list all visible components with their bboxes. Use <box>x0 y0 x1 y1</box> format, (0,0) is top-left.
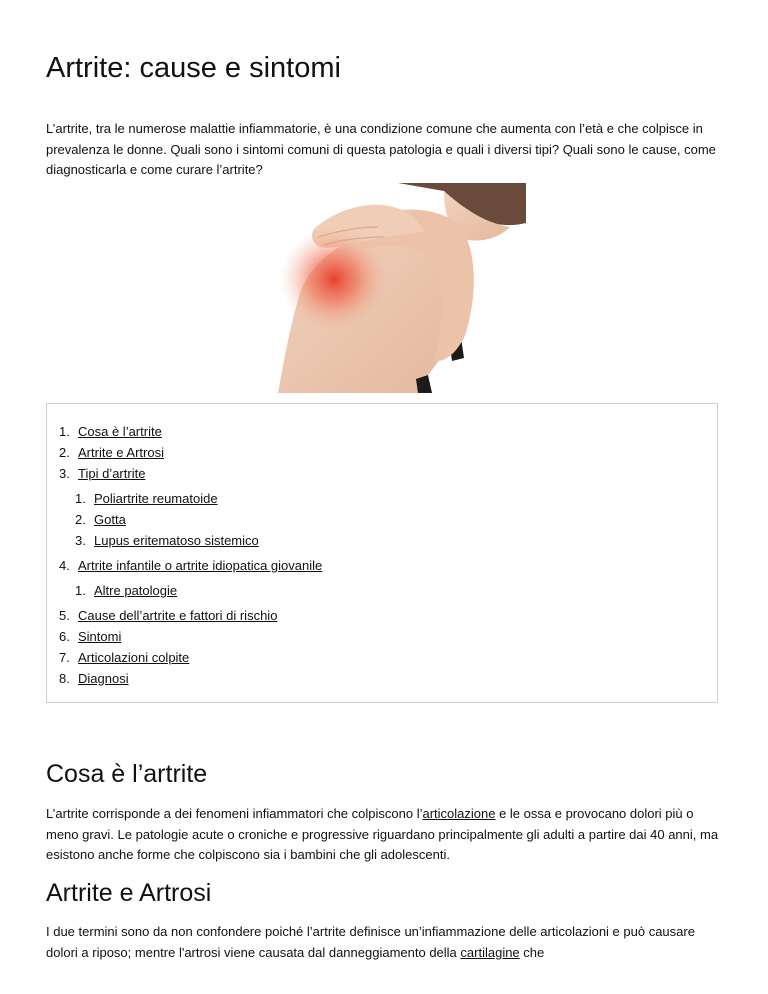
section1-paragraph <box>46 804 722 866</box>
toc-link-altre-patologie[interactable]: Altre patologie <box>94 583 178 598</box>
toc-item <box>59 466 145 482</box>
toc-item-number: 1. <box>75 583 86 598</box>
toc-link-sintomi[interactable]: Sintomi <box>78 629 122 644</box>
toc-link-cosa-e-artrite[interactable]: Cosa è l’artrite <box>78 424 162 439</box>
hero-image <box>248 183 526 393</box>
toc-link-artrite-infantile[interactable]: Artrite infantile o artrite idiopatica giovanile <box>78 558 323 573</box>
toc-item-number: 1. <box>75 491 86 506</box>
toc-item <box>59 629 121 645</box>
toc-link-artrite-e-artrosi[interactable]: Artrite e Artrosi <box>78 445 164 460</box>
toc-item <box>59 671 129 687</box>
toc-subitem <box>75 583 177 599</box>
paragraph-text: e le ossa e provocano dolori più o meno gravi. Le patologie acute o croniche e progressive riguardano principalmente gli adulti a partire dai 40 anni, ma esistono anche forme che colpiscono sia i bambini che gli adolescenti. <box>46 806 719 862</box>
toc-link-poliartrite-reumatoide[interactable]: Poliartrite reumatoide <box>94 491 218 506</box>
toc-subitem <box>75 533 259 549</box>
toc-link-gotta[interactable]: Gotta <box>94 512 126 527</box>
toc-item-number: 8. <box>59 671 70 686</box>
toc-item-number: 2. <box>75 512 86 527</box>
toc-item-number: 7. <box>59 650 70 665</box>
toc-link-diagnosi[interactable]: Diagnosi <box>78 671 129 686</box>
toc-link-tipi-artrite[interactable]: Tipi d’artrite <box>78 466 146 481</box>
paragraph-text: I due termini sono da non confondere poiché l’artrite definisce un’infiammazione delle articolazioni e può causare dolori a riposo; mentre l'artrosi viene causata dal danneggiamento della <box>46 924 695 960</box>
toc-item <box>59 445 164 461</box>
toc-item-number: 1. <box>59 424 70 439</box>
toc-item-number: 2. <box>59 445 70 460</box>
toc-subitem <box>75 491 218 507</box>
section-heading-cosa-e-artrite: Cosa è l’artrite <box>46 760 208 788</box>
toc-item-number: 4. <box>59 558 70 573</box>
paragraph-text: L’artrite corrisponde a dei fenomeni infiammatori che colpiscono l’ <box>46 806 423 821</box>
toc-item-number: 5. <box>59 608 70 623</box>
toc-item-number: 3. <box>75 533 86 548</box>
table-of-contents <box>46 403 718 703</box>
toc-subitem <box>75 512 126 528</box>
toc-item <box>59 650 189 666</box>
section-heading-artrite-e-artrosi: Artrite e Artrosi <box>46 879 212 907</box>
toc-item-number: 6. <box>59 629 70 644</box>
toc-item-number: 3. <box>59 466 70 481</box>
toc-item <box>59 608 277 624</box>
shoulder-pain-illustration <box>248 183 526 393</box>
link-cartilagine[interactable]: cartilagine <box>460 944 520 960</box>
toc-link-articolazioni-colpite[interactable]: Articolazioni colpite <box>78 650 190 665</box>
toc-item <box>59 558 322 574</box>
toc-item <box>59 424 162 440</box>
intro-paragraph: L’artrite, tra le numerose malattie infiammatorie, è una condizione comune che aumenta con l’età e che colpisce in prevalenza le donne. Quali sono i sintomi comuni di questa patologia e quali i diversi tipi? Quali sono le cause, come diagnosticarla e come curare l’artrite? <box>46 121 716 177</box>
section2-paragraph <box>46 922 722 963</box>
link-articolazione[interactable]: articolazione <box>422 806 496 821</box>
toc-link-lupus[interactable]: Lupus eritematoso sistemico <box>94 533 259 548</box>
paragraph-text: che <box>519 944 545 960</box>
toc-link-cause[interactable]: Cause dell’artrite e fattori di rischio <box>78 608 278 623</box>
page-title: Artrite: cause e sintomi <box>46 52 341 84</box>
